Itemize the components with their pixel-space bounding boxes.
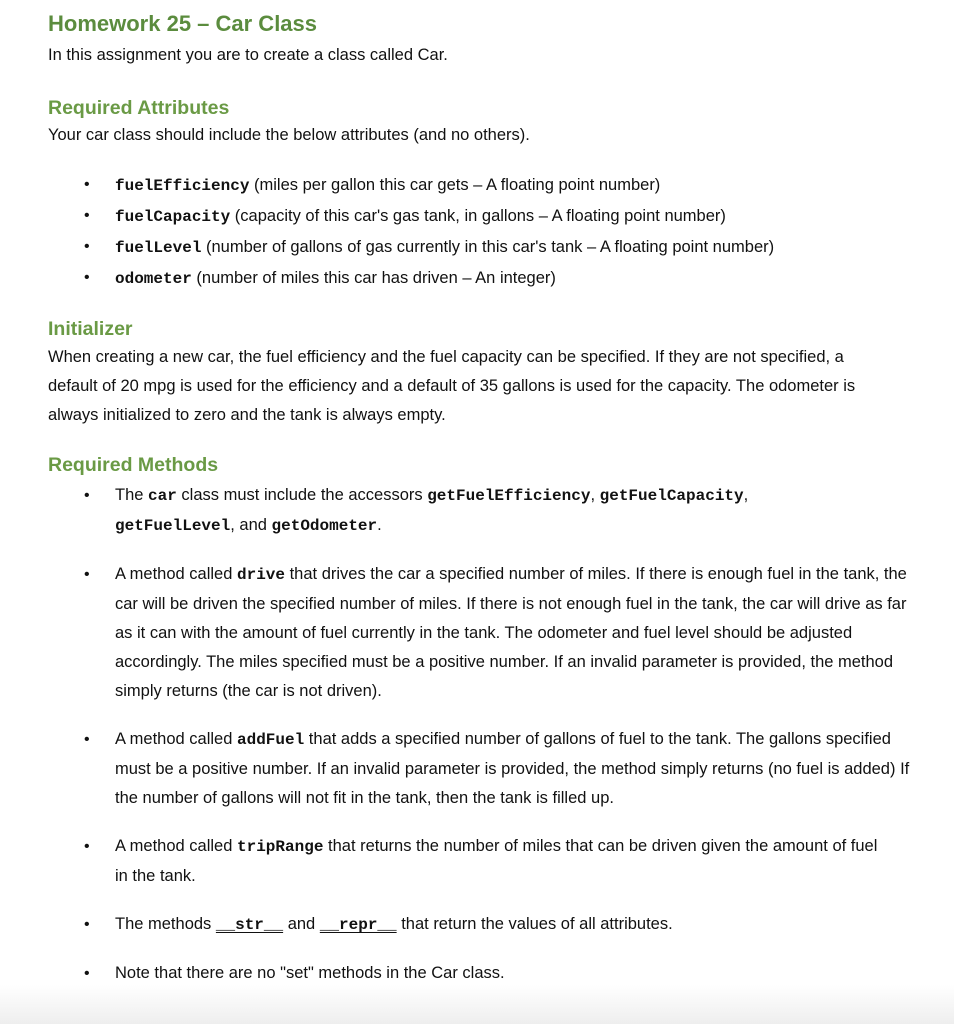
methods-heading: Required Methods [48,454,219,476]
page-title: Homework 25 – Car Class [48,11,318,36]
attribute-desc: (capacity of this car's gas tank, in gallons – A floating point number) [230,207,726,225]
bullet: • [84,238,90,255]
attribute-name: fuelEfficiency [115,177,250,195]
text: , [743,486,749,504]
methods-list [48,481,918,988]
method-name: tripRange [237,838,324,856]
text: that drives the car a specified number of miles. If there is enough fuel in the tank, the car will be driven the specified number of miles. If there is not enough fuel in the tank, the car will drive as far as it can with the amount of fuel currently in the tank. The odometer and fuel level should be adjusted accordingly. The miles specified must be a positive number. If an invalid parameter is provided, the method simply returns (the car is not driven). [115,565,907,700]
list-item [48,232,918,263]
bullet: • [84,487,90,504]
list-item-note [48,959,918,988]
attributes-intro: Your car class should include the below attributes (and no others). [48,126,530,144]
text: The [115,486,149,504]
list-item [48,170,918,201]
list-item [48,201,918,232]
text: A method called [115,837,237,855]
attribute-name: fuelLevel [115,239,202,257]
method-name: __repr__ [319,916,397,934]
method-name: getFuelCapacity [599,487,744,505]
note-text: Note that there are no "set" methods in the Car class. [115,964,505,982]
bullet: • [84,838,90,855]
method-name: __str__ [215,916,284,934]
text: A method called [115,730,237,748]
attribute-desc: (number of miles this car has driven – An integer) [191,269,556,287]
attribute-desc: (miles per gallon this car gets – A floating point number) [249,176,661,194]
text: . [377,516,382,534]
text: , and [230,516,272,534]
attributes-list [48,170,918,294]
list-item-accessors [48,481,918,541]
bullet: • [84,916,90,933]
method-name: getFuelEfficiency [427,487,591,505]
method-name: getOdometer [271,517,378,535]
list-item-triprange [48,832,890,891]
list-item-str-repr [48,910,918,940]
text: The methods [115,915,216,933]
list-item-drive [48,560,912,706]
bullet: • [84,269,90,286]
text: that return the values of all attributes. [396,915,673,933]
initializer-text: When creating a new car, the fuel efficiency and the fuel capacity can be specified. If they are not specified, a default of 20 mpg is used for the efficiency and a default of 35 gallons is used for the capacity. The odometer is always initialized to zero and the tank is always empty. [48,348,856,424]
text: that returns the number of miles that can be driven given the amount of fuel in the tank. [115,837,878,885]
text: A method called [115,565,237,583]
intro-text: In this assignment you are to create a class called Car. [48,46,448,64]
list-item-addfuel [48,725,912,813]
text: that adds a specified number of gallons of fuel to the tank. The gallons specified must be a positive number. If an invalid parameter is provided, the method simply returns (no fuel is added) If the number of gallons will not fit in the tank, then the tank is filled up. [115,730,910,807]
document [48,8,918,988]
text: , [590,486,600,504]
bullet: • [84,566,90,583]
list-item [48,263,918,294]
attribute-name: odometer [115,270,192,288]
bullet: • [84,731,90,748]
text: class must include the accessors [176,486,428,504]
attribute-name: fuelCapacity [115,208,231,226]
attributes-heading: Required Attributes [48,97,230,119]
initializer-heading: Initializer [48,318,133,340]
method-name: drive [237,566,286,584]
bullet: • [84,207,90,224]
attribute-desc: (number of gallons of gas currently in this car's tank – A floating point number) [201,238,775,256]
bullet: • [84,965,90,982]
method-name: getFuelLevel [115,517,231,535]
bullet: • [84,176,90,193]
class-name: car [148,487,177,505]
method-name: addFuel [237,731,305,749]
text: and [283,915,320,933]
